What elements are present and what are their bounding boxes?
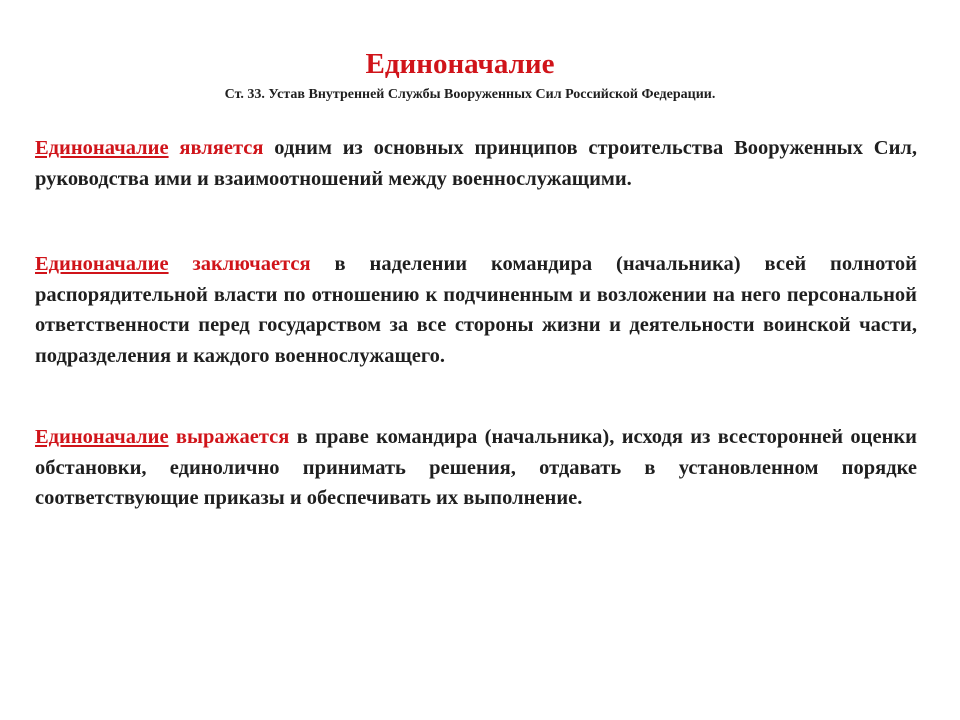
- term-label: Единоначалие: [35, 253, 169, 275]
- slide-title: Единоначалие: [365, 48, 555, 80]
- paragraph-text: одним из основных принципов строительства Вооруженных Сил, руководства ими и взаимоотношений между военнослужащими.: [35, 137, 918, 190]
- verb-label: заключается: [192, 253, 311, 275]
- paragraph-text: в праве командира (начальника), исходя из всесторонней оценки обстановки, единолично принимать решения, отдавать в установленном порядке соответствующие приказы и обеспечивать их выполнение.: [35, 426, 917, 509]
- paragraph-text: в наделении командира (начальника) всей полнотой распорядительной власти по отношению к подчиненным и возложении на него персональной ответственности перед государством за все стороны жизни и деятельности воинской части, подразделения и каждого военнослужащего.: [35, 253, 917, 367]
- paragraph-principle: [35, 133, 917, 194]
- verb-label: выражается: [175, 426, 290, 448]
- verb-label: является: [179, 137, 264, 159]
- paragraph-expression: [35, 422, 917, 514]
- term-label: Единоначалие: [35, 137, 169, 159]
- slide-subtitle: Ст. 33. Устав Внутренней Службы Вооруженных Сил Российской Федерации.: [224, 87, 716, 102]
- paragraph-essence: [35, 249, 917, 371]
- term-label: Единоначалие: [35, 426, 169, 448]
